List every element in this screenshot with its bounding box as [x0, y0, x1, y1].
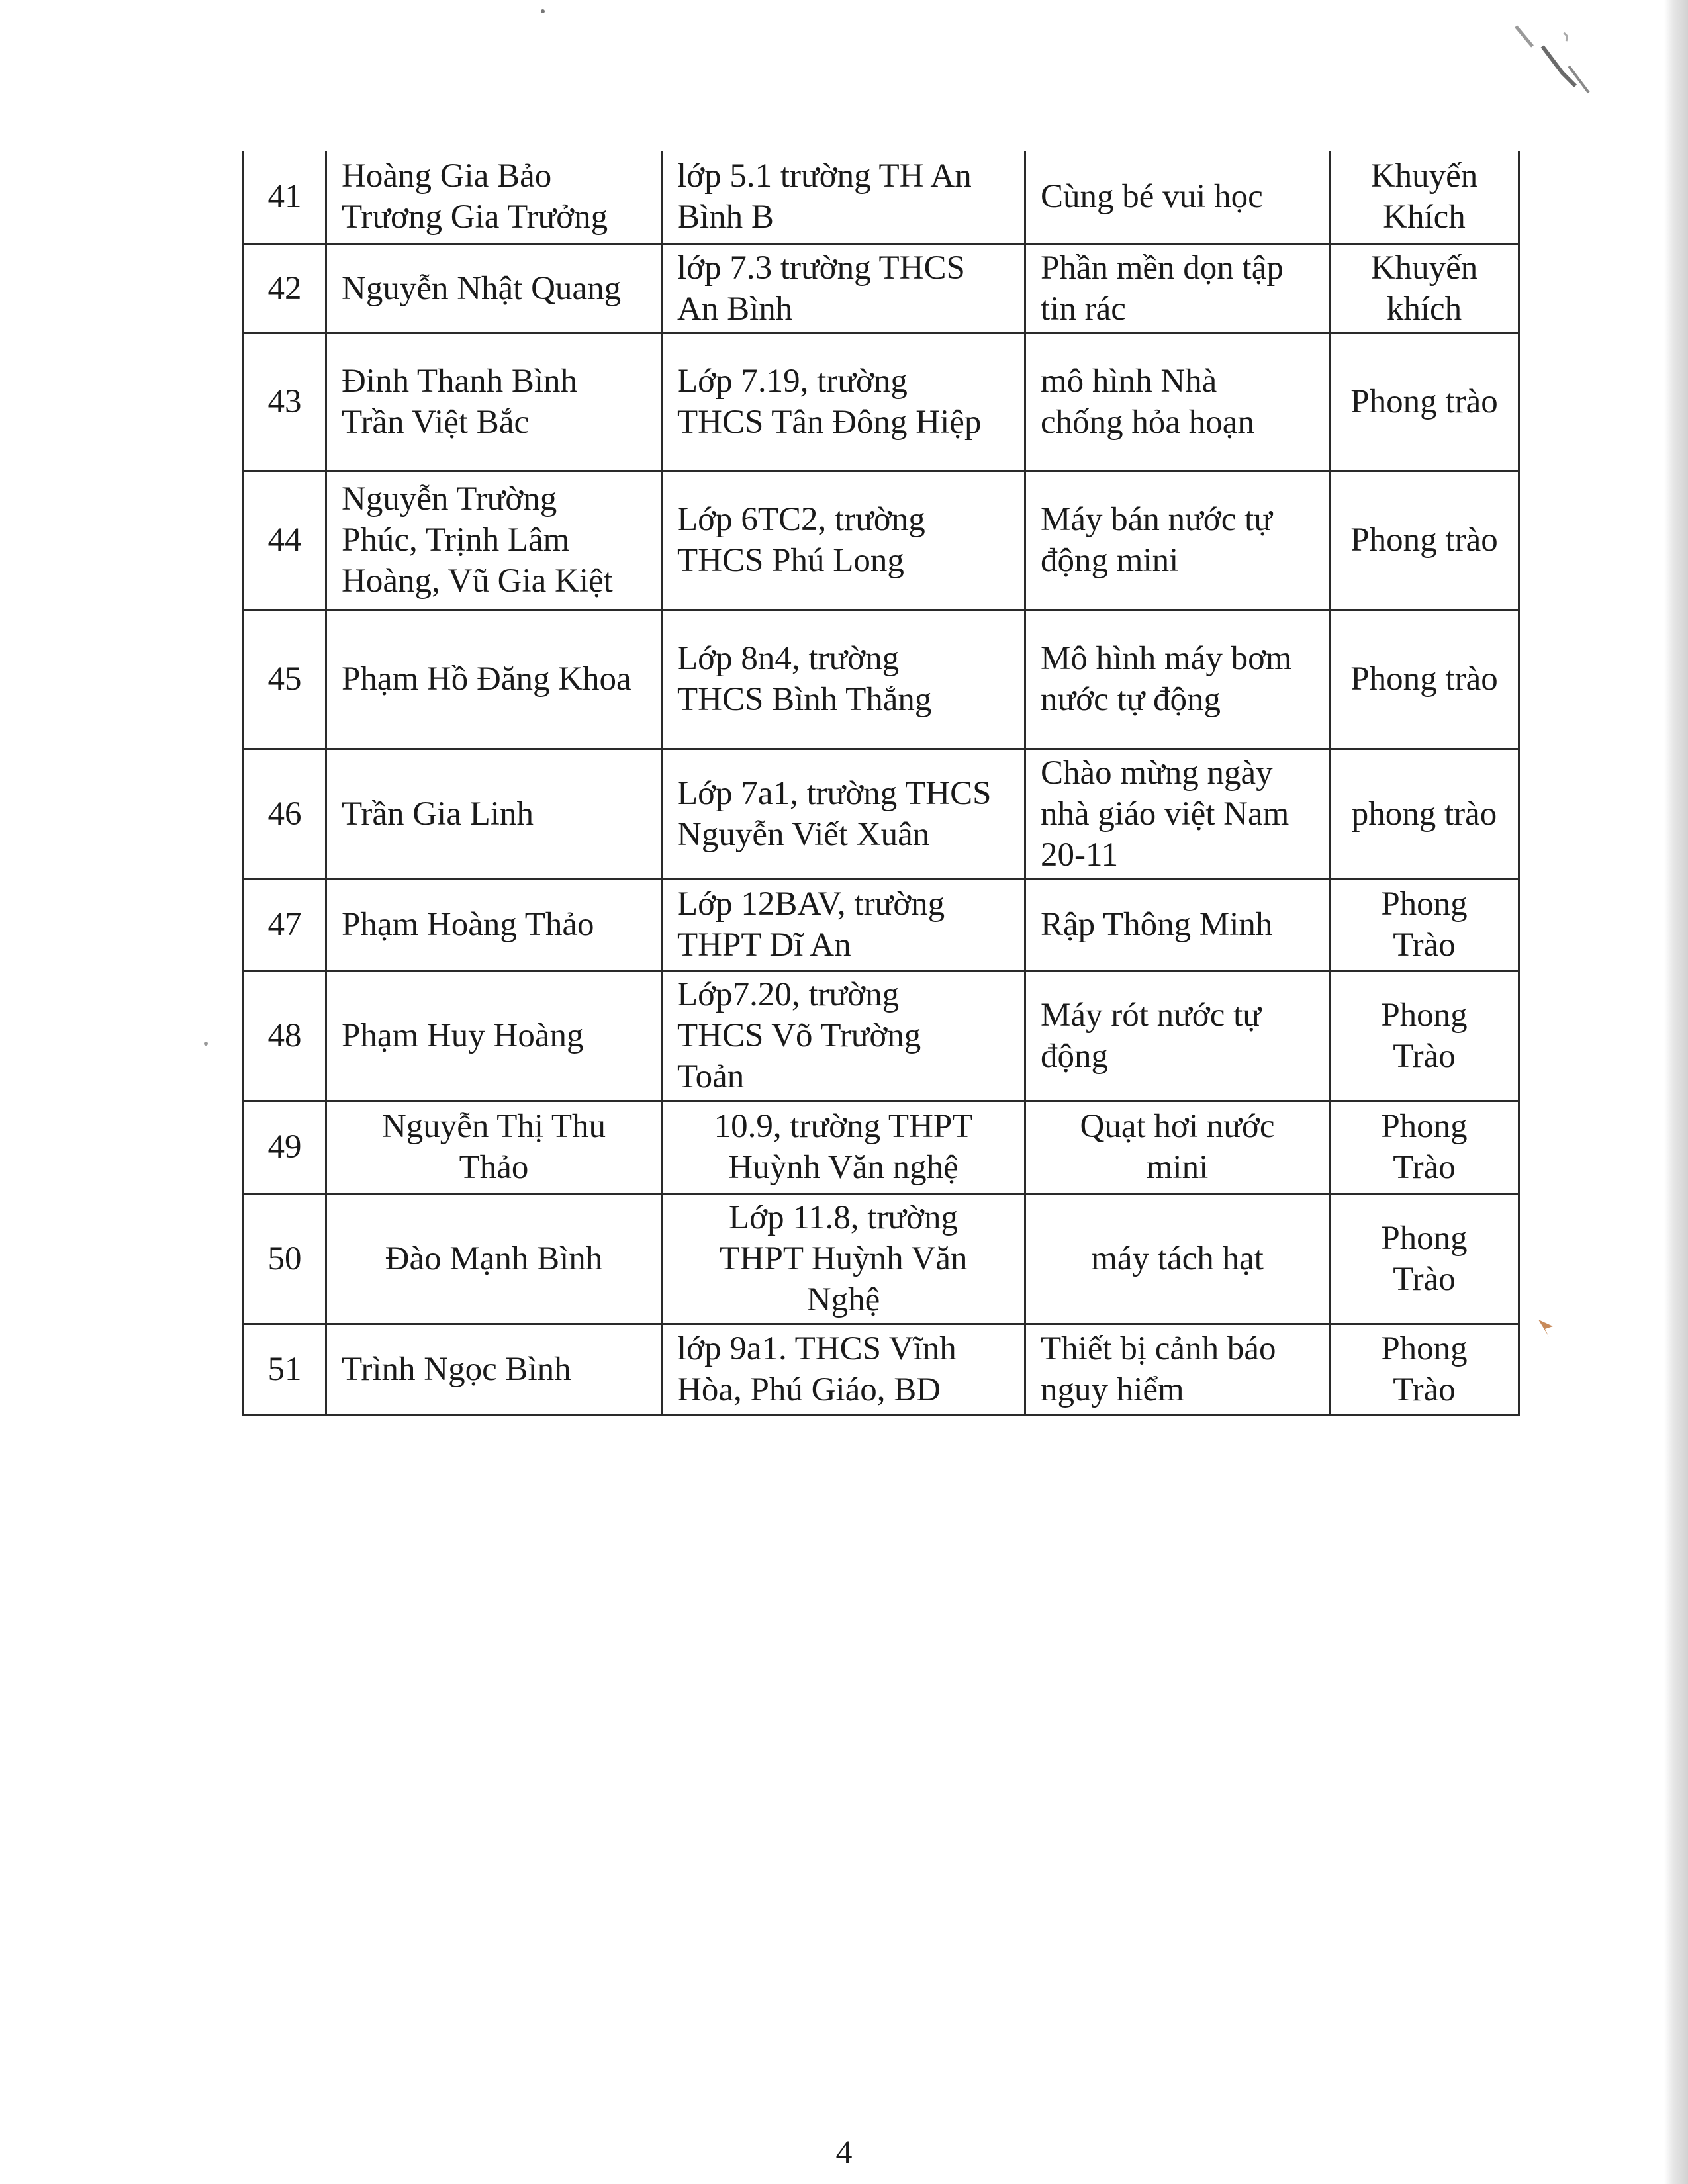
project-title: Mô hình máy bơm nước tự động — [1025, 610, 1330, 749]
student-name: Trình Ngọc Bình — [326, 1324, 662, 1415]
page-number: 4 — [835, 2133, 853, 2170]
project-title: mô hình Nhà chống hỏa hoạn — [1025, 333, 1330, 471]
award-level: Phong trào — [1330, 471, 1519, 610]
award-level: Phong Trào — [1330, 1193, 1519, 1324]
award-level: Phong Trào — [1330, 1324, 1519, 1415]
row-number: 44 — [244, 471, 326, 610]
class-school: Lớp 7a1, trường THCS Nguyễn Viết Xuân — [662, 749, 1025, 879]
table-row — [244, 1324, 1519, 1415]
table-row — [244, 749, 1519, 879]
table-row — [244, 1193, 1519, 1324]
table-row — [244, 970, 1519, 1101]
award-level: Phong Trào — [1330, 1101, 1519, 1193]
table-row — [244, 333, 1519, 471]
project-title: Máy rót nước tự động — [1025, 970, 1330, 1101]
row-number: 49 — [244, 1101, 326, 1193]
class-school: Lớp 12BAV, trường THPT Dĩ An — [662, 879, 1025, 970]
class-school: lớp 7.3 trường THCS An Bình — [662, 244, 1025, 333]
project-title: Thiết bị cảnh báo nguy hiểm — [1025, 1324, 1330, 1415]
student-name: Trần Gia Linh — [326, 749, 662, 879]
class-school: 10.9, trường THPT Huỳnh Văn nghệ — [662, 1101, 1025, 1193]
project-title: Phần mền dọn tập tin rác — [1025, 244, 1330, 333]
row-number: 51 — [244, 1324, 326, 1415]
project-title: Rập Thông Minh — [1025, 879, 1330, 970]
award-level: Phong Trào — [1330, 970, 1519, 1101]
award-level: Khuyến khích — [1330, 244, 1519, 333]
ink-dot — [203, 1040, 209, 1047]
row-number: 42 — [244, 244, 326, 333]
award-table-body — [244, 151, 1519, 1415]
student-name: Đinh Thanh Bình Trần Việt Bắc — [326, 333, 662, 471]
table-row — [244, 1101, 1519, 1193]
award-level: Phong trào — [1330, 610, 1519, 749]
table-row — [244, 244, 1519, 333]
table-row — [244, 879, 1519, 970]
class-school: Lớp 8n4, trường THCS Bình Thắng — [662, 610, 1025, 749]
project-title: Máy bán nước tự động mini — [1025, 471, 1330, 610]
student-name: Đào Mạnh Bình — [326, 1193, 662, 1324]
student-name: Phạm Huy Hoàng — [326, 970, 662, 1101]
award-table — [242, 151, 1520, 1416]
row-number: 50 — [244, 1193, 326, 1324]
student-name: Nguyễn Thị Thu Thảo — [326, 1101, 662, 1193]
row-number: 45 — [244, 610, 326, 749]
class-school: Lớp 7.19, trường THCS Tân Đông Hiệp — [662, 333, 1025, 471]
award-level: Khuyến Khích — [1330, 151, 1519, 244]
row-number: 47 — [244, 879, 326, 970]
student-name: Nguyễn Trường Phúc, Trịnh Lâm Hoàng, Vũ Gia Kiệt — [326, 471, 662, 610]
award-level: phong trào — [1330, 749, 1519, 879]
corner-pen-mark — [1503, 20, 1609, 119]
ink-dot — [539, 7, 546, 16]
award-level: Phong Trào — [1330, 879, 1519, 970]
class-school: Lớp 11.8, trường THPT Huỳnh Văn Nghệ — [662, 1193, 1025, 1324]
row-number: 43 — [244, 333, 326, 471]
project-title: Cùng bé vui học — [1025, 151, 1330, 244]
table-row — [244, 471, 1519, 610]
class-school: lớp 9a1. THCS Vĩnh Hòa, Phú Giáo, BD — [662, 1324, 1025, 1415]
student-name: Hoàng Gia Bảo Trương Gia Trưởng — [326, 151, 662, 244]
student-name: Phạm Hồ Đăng Khoa — [326, 610, 662, 749]
project-title: Quạt hơi nước mini — [1025, 1101, 1330, 1193]
class-school: Lớp7.20, trường THCS Võ Trường Toản — [662, 970, 1025, 1101]
class-school: lớp 5.1 trường TH An Bình B — [662, 151, 1025, 244]
row-number: 46 — [244, 749, 326, 879]
student-name: Nguyễn Nhật Quang — [326, 244, 662, 333]
award-level: Phong trào — [1330, 333, 1519, 471]
table-row — [244, 151, 1519, 244]
scan-page-edge — [1664, 0, 1688, 2184]
project-title: máy tách hạt — [1025, 1193, 1330, 1324]
ink-speck — [1536, 1317, 1556, 1340]
project-title: Chào mừng ngày nhà giáo việt Nam 20-11 — [1025, 749, 1330, 879]
row-number: 48 — [244, 970, 326, 1101]
class-school: Lớp 6TC2, trường THCS Phú Long — [662, 471, 1025, 610]
student-name: Phạm Hoàng Thảo — [326, 879, 662, 970]
row-number: 41 — [244, 151, 326, 244]
table-row — [244, 610, 1519, 749]
